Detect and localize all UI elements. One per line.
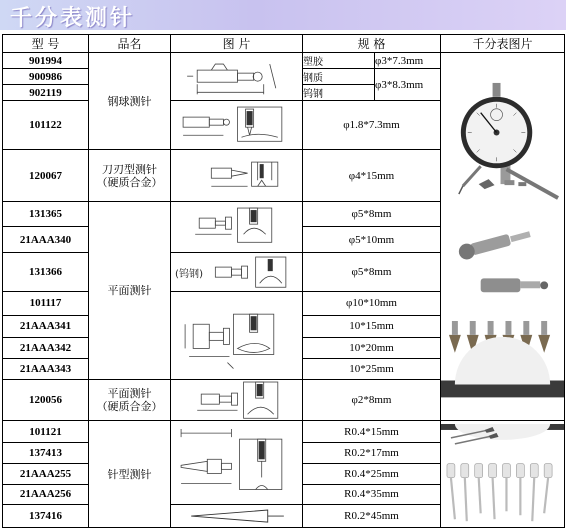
drawing-needle-probe xyxy=(171,421,303,505)
name-label: 平面测针 xyxy=(107,283,152,297)
probe-spec-table xyxy=(2,34,565,528)
spec-cell: 10*20mm xyxy=(303,337,441,358)
name-blade-probe xyxy=(89,150,171,201)
name-label: 刀刃型测针 xyxy=(102,162,157,176)
model-cell: 901994 xyxy=(3,53,89,69)
large-flat-probe-drawing xyxy=(171,292,302,379)
model-cell: 21AAA255 xyxy=(3,464,89,484)
name-flat-probe xyxy=(89,201,171,379)
spec-cell: φ10*10mm xyxy=(303,292,441,315)
gauge-photo-top xyxy=(441,53,565,421)
flat-probe-drawing xyxy=(171,202,302,252)
long-needle-drawing xyxy=(171,505,302,527)
drawing-label: (钨钢) xyxy=(175,269,204,281)
name-steel-ball xyxy=(89,53,171,150)
ball-probe-drawing xyxy=(171,54,302,99)
blade-probe-drawing xyxy=(171,150,302,200)
spec-cell: φ2*8mm xyxy=(303,380,441,421)
model-cell: 131366 xyxy=(3,253,89,292)
header-row xyxy=(3,35,565,53)
drawing-blade-probe xyxy=(171,150,303,201)
table-row xyxy=(3,421,565,442)
model-cell: 21AAA256 xyxy=(3,484,89,504)
material-cell: 钨钢 xyxy=(303,85,375,101)
header-name: 品名 xyxy=(89,35,171,53)
drawing-flat-probe-a xyxy=(171,201,303,252)
drawing-fine-ball-probe xyxy=(171,101,303,150)
model-cell: 21AAA343 xyxy=(3,358,89,379)
header-model: 型 号 xyxy=(3,35,89,53)
spec-cell: R0.4*25mm xyxy=(303,464,441,484)
model-cell: 101117 xyxy=(3,292,89,315)
model-cell: 21AAA342 xyxy=(3,337,89,358)
spec-cell: φ1.8*7.3mm xyxy=(303,101,441,150)
spec-cell: 10*15mm xyxy=(303,315,441,337)
model-cell: 101121 xyxy=(3,421,89,442)
drawing-flat-probe-large xyxy=(171,292,303,380)
model-cell: 137413 xyxy=(3,442,89,463)
needle-probes-photo xyxy=(441,424,564,525)
model-cell: 137416 xyxy=(3,504,89,527)
title-banner xyxy=(0,0,566,30)
model-cell: 131365 xyxy=(3,201,89,227)
model-cell: 902119 xyxy=(3,85,89,101)
spec-cell: 10*25mm xyxy=(303,358,441,379)
model-cell: 120067 xyxy=(3,150,89,201)
name-flat-carbide-probe xyxy=(89,380,171,421)
spec-cell: R0.4*35mm xyxy=(303,484,441,504)
header-picture: 图 片 xyxy=(171,35,303,53)
drawing-flat-carbide-probe xyxy=(171,380,303,421)
header-spec: 规 格 xyxy=(303,35,441,53)
dial-gauge-and-probes-photo xyxy=(441,75,564,397)
model-cell: 21AAA340 xyxy=(3,227,89,253)
model-cell: 120056 xyxy=(3,380,89,421)
spec-cell: φ3*7.3mm xyxy=(375,53,441,69)
spec-cell: R0.2*45mm xyxy=(303,504,441,527)
drawing-flat-probe-tungsten xyxy=(171,253,303,292)
drawing-ball-probe xyxy=(171,53,303,101)
needle-probe-drawing xyxy=(171,421,302,504)
model-cell: 21AAA341 xyxy=(3,315,89,337)
name-sublabel: （硬质合金） xyxy=(96,400,163,414)
spec-cell: R0.4*15mm xyxy=(303,421,441,442)
spec-cell: φ5*8mm xyxy=(303,253,441,292)
model-cell: 101122 xyxy=(3,101,89,150)
name-sublabel: （硬质合金） xyxy=(96,175,163,189)
gauge-photo-bottom xyxy=(441,421,565,528)
header-gauge-photo: 千分表图片 xyxy=(441,35,565,53)
table-row xyxy=(3,53,565,69)
name-label: 针型测针 xyxy=(107,467,152,481)
material-cell: 塑胶 xyxy=(303,53,375,69)
spec-cell: φ5*10mm xyxy=(303,227,441,253)
name-label: 平面测针 xyxy=(107,387,152,401)
spec-cell: φ4*15mm xyxy=(303,150,441,201)
spec-cell: R0.2*17mm xyxy=(303,442,441,463)
model-cell: 900986 xyxy=(3,69,89,85)
tungsten-flat-probe-drawing xyxy=(171,253,302,291)
name-label: 钢球测针 xyxy=(107,94,152,108)
flat-carbide-probe-drawing xyxy=(171,380,302,420)
spec-cell: φ3*8.3mm xyxy=(375,69,441,101)
material-cell: 钢质 xyxy=(303,69,375,85)
page-title: 千分表测针 xyxy=(10,6,136,31)
fine-ball-probe-drawing xyxy=(171,101,302,149)
drawing-long-needle xyxy=(171,504,303,527)
spec-cell: φ5*8mm xyxy=(303,201,441,227)
name-needle-probe xyxy=(89,421,171,528)
